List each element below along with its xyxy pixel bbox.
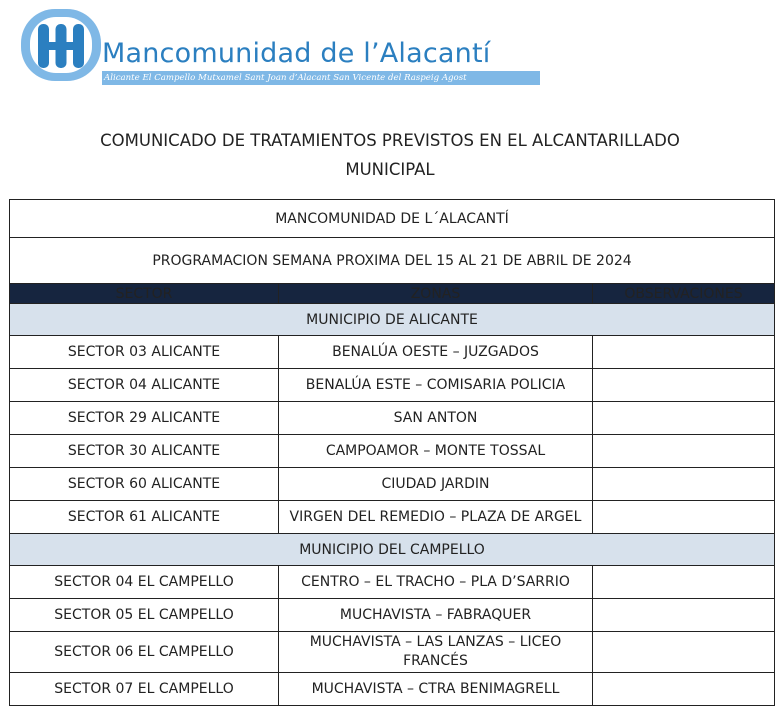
table-row [10, 501, 775, 534]
header-observaciones: OBSERVACIONES [593, 284, 775, 304]
table-row [10, 599, 775, 632]
document-title-line1: COMUNICADO DE TRATAMIENTOS PREVISTOS EN EL ALCANTARILLADO [100, 131, 680, 150]
zona-cell: MUCHAVISTA – FABRAQUER [279, 599, 593, 632]
table-row [10, 632, 775, 673]
table-header-row [10, 284, 775, 304]
sector-cell: SECTOR 30 ALICANTE [10, 435, 279, 468]
observaciones-cell [593, 501, 775, 534]
mancomunidad-logo [20, 8, 550, 83]
programming-row [10, 238, 775, 284]
schedule-table [9, 199, 775, 706]
zona-cell: SAN ANTON [279, 402, 593, 435]
zona-cell: MUCHAVISTA – LAS LANZAS – LICEO FRANCÉS [279, 632, 593, 673]
observaciones-cell [593, 468, 775, 501]
sector-cell: SECTOR 04 EL CAMPELLO [10, 566, 279, 599]
observaciones-cell [593, 599, 775, 632]
logo-title: Mancomunidad de l’Alacantí [102, 38, 491, 69]
zona-cell: BENALÚA ESTE – COMISARIA POLICIA [279, 369, 593, 402]
table-row [10, 673, 775, 706]
observaciones-cell [593, 369, 775, 402]
table-row [10, 435, 775, 468]
table-row [10, 566, 775, 599]
mancomunidad-emblem-icon [20, 8, 102, 83]
observaciones-cell [593, 673, 775, 706]
organization-row [10, 200, 775, 238]
zona-cell: MUCHAVISTA – CTRA BENIMAGRELL [279, 673, 593, 706]
sector-cell: SECTOR 29 ALICANTE [10, 402, 279, 435]
sector-cell: SECTOR 07 EL CAMPELLO [10, 673, 279, 706]
document-title-line2: MUNICIPAL [345, 160, 435, 179]
header-sector: SECTOR [10, 284, 279, 304]
observaciones-cell [593, 435, 775, 468]
observaciones-cell [593, 566, 775, 599]
sector-cell: SECTOR 06 EL CAMPELLO [10, 632, 279, 673]
header-zonas: ZONAS [279, 284, 593, 304]
zona-cell: CENTRO – EL TRACHO – PLA D’SARRIO [279, 566, 593, 599]
sector-cell: SECTOR 03 ALICANTE [10, 336, 279, 369]
observaciones-cell [593, 402, 775, 435]
table-row [10, 468, 775, 501]
document-title [0, 126, 780, 184]
organization-name: MANCOMUNIDAD DE L´ALACANTÍ [10, 200, 775, 238]
logo-subtitle: Alicante El Campello Mutxamel Sant Joan d’Alacant San Vicente del Raspeig Agost [104, 73, 467, 83]
table-row [10, 369, 775, 402]
zona-cell: VIRGEN DEL REMEDIO – PLAZA DE ARGEL [279, 501, 593, 534]
zona-cell: CAMPOAMOR – MONTE TOSSAL [279, 435, 593, 468]
programming-period: PROGRAMACION SEMANA PROXIMA DEL 15 AL 21 DE ABRIL DE 2024 [10, 238, 775, 284]
sector-cell: SECTOR 05 EL CAMPELLO [10, 599, 279, 632]
zona-cell: CIUDAD JARDIN [279, 468, 593, 501]
municipality-name: MUNICIPIO DEL CAMPELLO [10, 534, 775, 566]
sector-cell: SECTOR 04 ALICANTE [10, 369, 279, 402]
table-row [10, 402, 775, 435]
observaciones-cell [593, 336, 775, 369]
observaciones-cell [593, 632, 775, 673]
table-row [10, 336, 775, 369]
zona-cell: BENALÚA OESTE – JUZGADOS [279, 336, 593, 369]
municipality-name: MUNICIPIO DE ALICANTE [10, 304, 775, 336]
municipality-row [10, 304, 775, 336]
municipality-row [10, 534, 775, 566]
sector-cell: SECTOR 61 ALICANTE [10, 501, 279, 534]
sector-cell: SECTOR 60 ALICANTE [10, 468, 279, 501]
